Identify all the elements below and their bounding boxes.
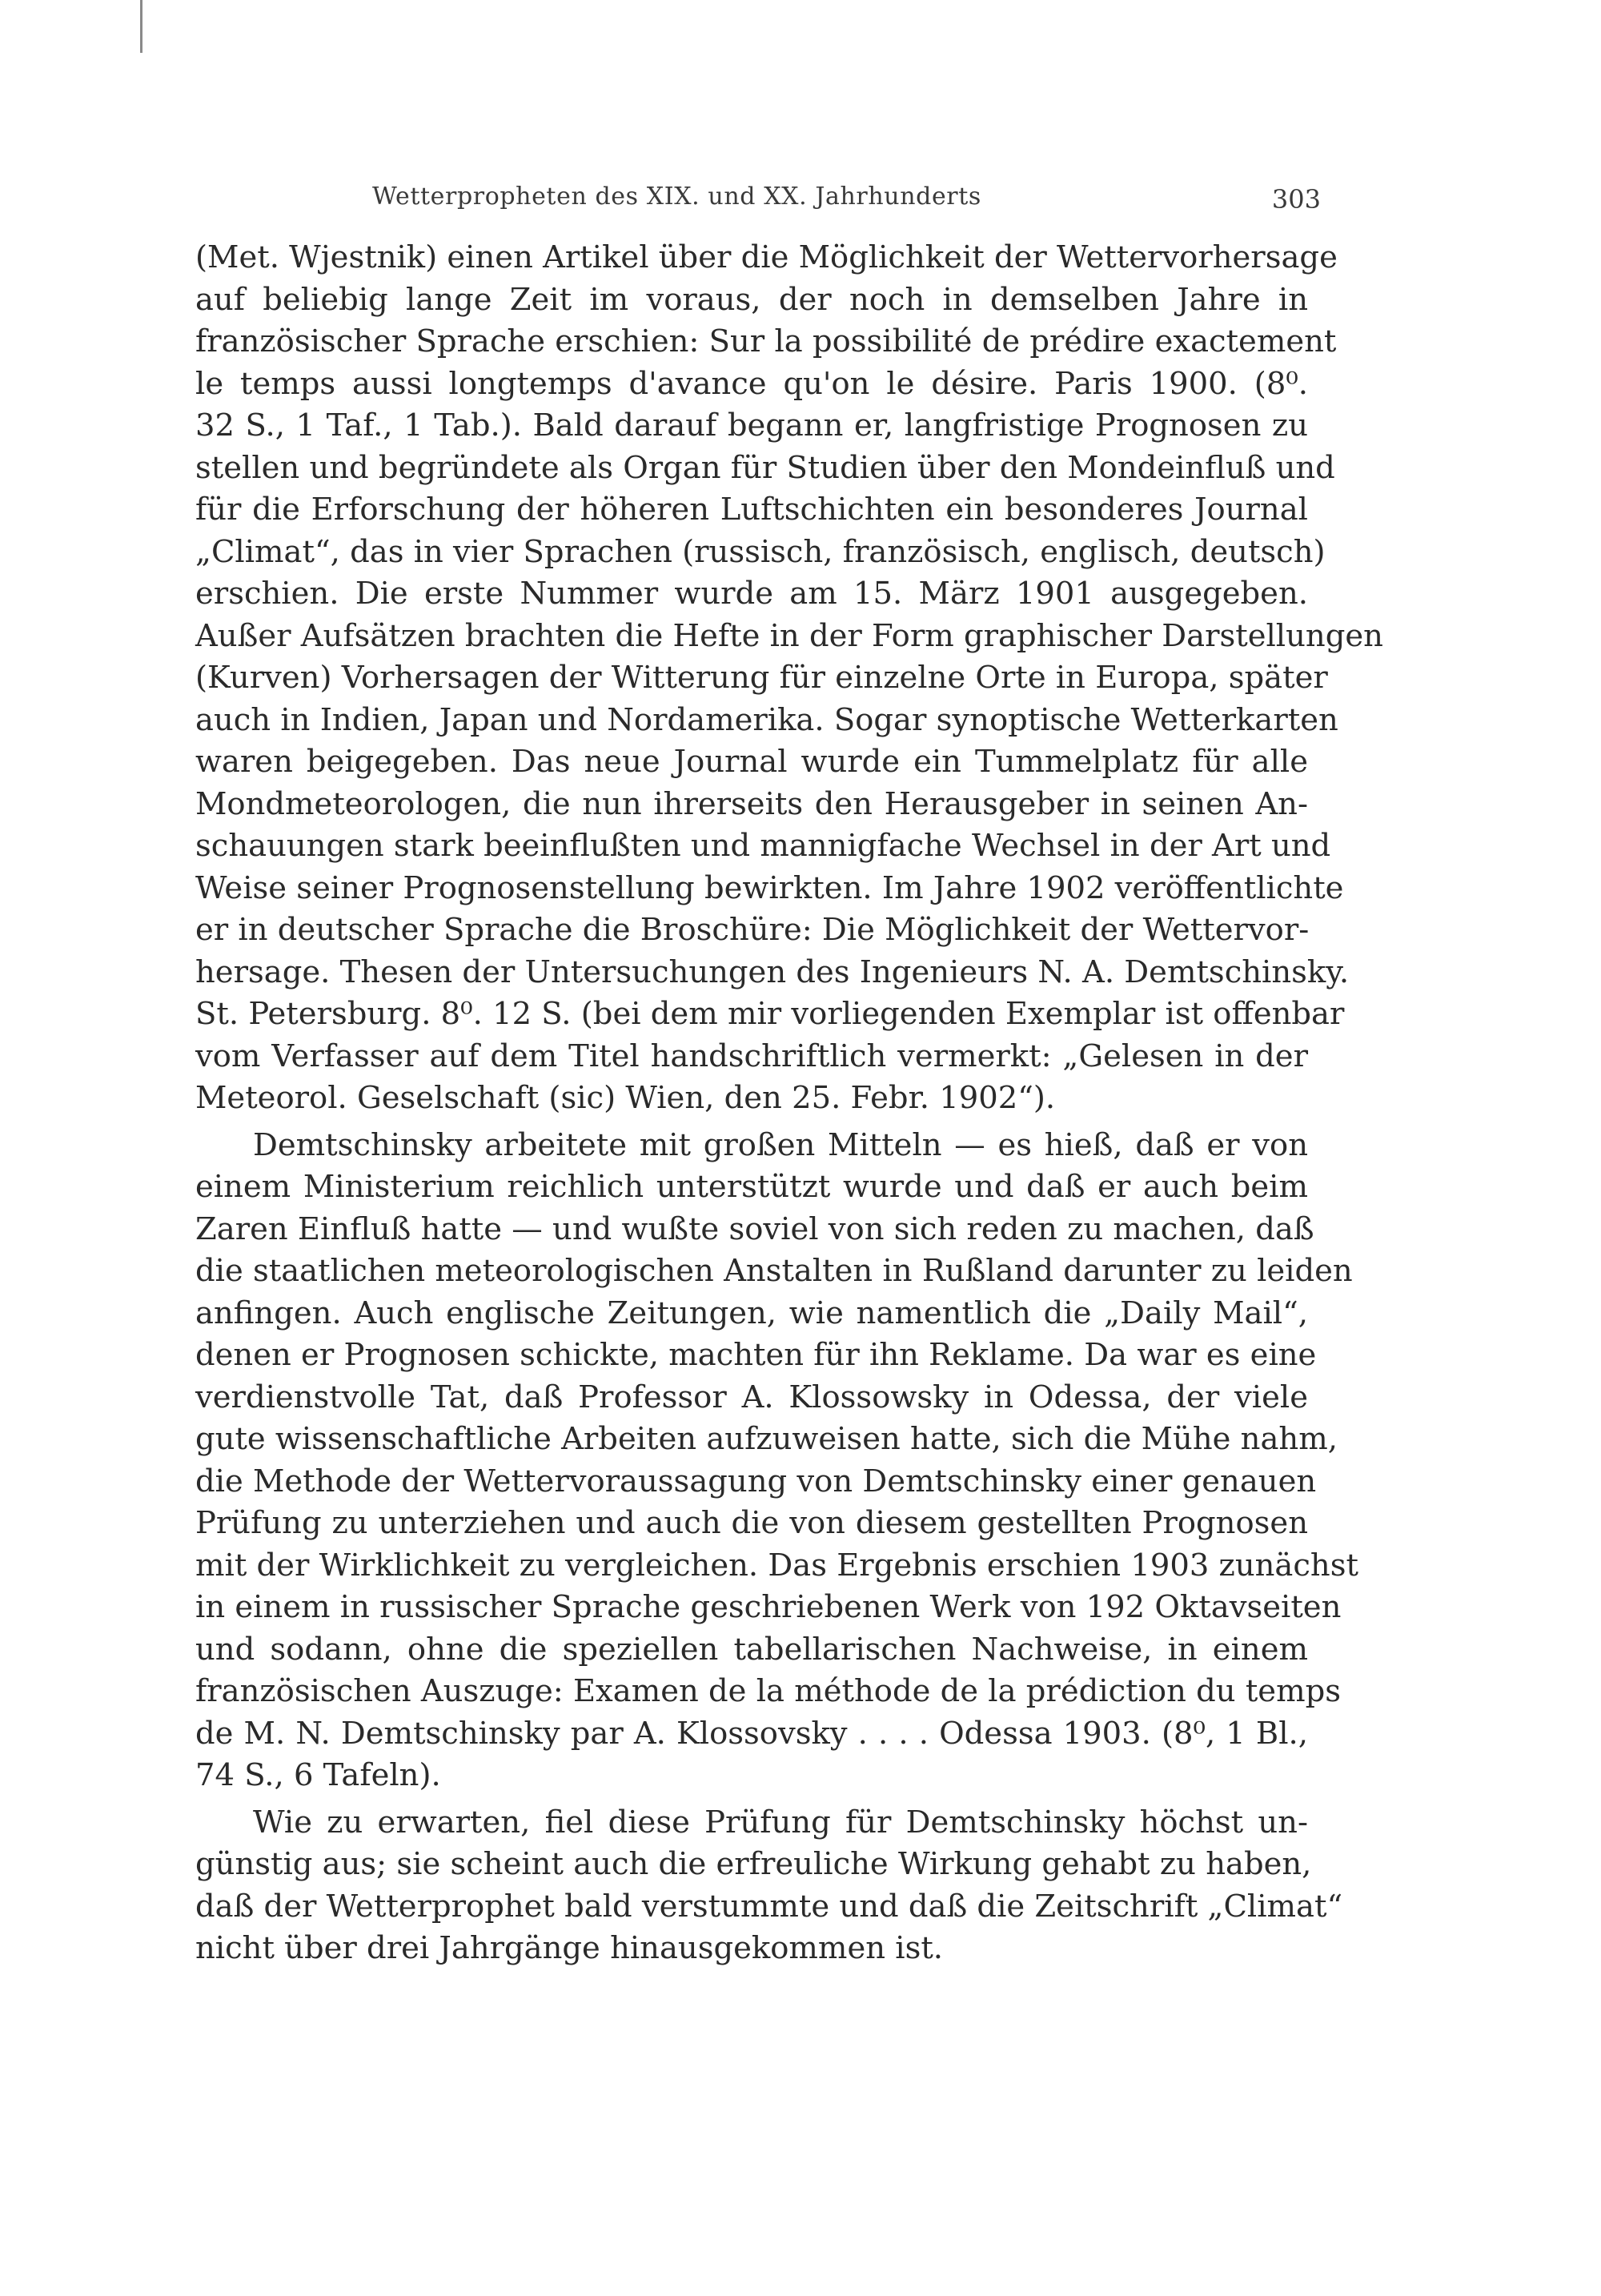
text-line: erschien. Die erste Nummer wurde am 15. März 1901 ausgegeben. xyxy=(195,576,1308,612)
text-line: französischen Auszuge: Examen de la méthode de la prédiction du temps xyxy=(195,1673,1341,1709)
paragraph xyxy=(195,1802,1343,1970)
text-line: Prüfung zu unterziehen und auch die von diesem gestellten Prognosen xyxy=(195,1505,1308,1541)
text-line: verdienstvolle Tat, daß Professor A. Klossowsky in Odessa, der viele xyxy=(195,1379,1308,1415)
text-line: die staatlichen meteorologischen Anstalten in Rußland darunter zu leiden xyxy=(195,1253,1353,1289)
text-line: und sodann, ohne die speziellen tabellarischen Nachweise, in einem xyxy=(195,1631,1308,1668)
text-line: Zaren Einfluß hatte — und wußte soviel von sich reden zu machen, daß xyxy=(195,1210,1314,1247)
text-line: (Met. Wjestnik) einen Artikel über die Möglichkeit der Wettervorhersage xyxy=(195,239,1338,275)
text-line: französischer Sprache erschien: Sur la possibilité de prédire exactement xyxy=(195,323,1337,359)
text-line: einem Ministerium reichlich unterstützt wurde und daß er auch beim xyxy=(195,1169,1308,1205)
text-line: le temps aussi longtemps d'avance qu'on le désire. Paris 1900. (8⁰. xyxy=(195,365,1308,402)
text-line: mit der Wirklichkeit zu vergleichen. Das Ergebnis erschien 1903 zunächst xyxy=(195,1547,1358,1584)
text-line: St. Petersburg. 8⁰. 12 S. (bei dem mir vorliegenden Exemplar ist offenbar xyxy=(195,996,1345,1032)
paragraph xyxy=(195,1125,1358,1797)
text-line: stellen und begründete als Organ für Studien über den Mondeinfluß und xyxy=(195,449,1335,486)
text-line: schauungen stark beeinflußten und mannigfache Wechsel in der Art und xyxy=(195,828,1331,864)
text-line: anfingen. Auch englische Zeitungen, wie namentlich die „Daily Mail“, xyxy=(195,1295,1308,1331)
text-line: 32 S., 1 Taf., 1 Tab.). Bald darauf begann er, langfristige Prognosen zu xyxy=(195,407,1308,444)
text-line: Außer Aufsätzen brachten die Hefte in der Form graphischer Darstellungen xyxy=(195,617,1383,654)
running-head-title: Wetterpropheten des XIX. und XX. Jahrhunderts xyxy=(372,183,981,211)
text-line: vom Verfasser auf dem Titel handschriftlich vermerkt: „Gelesen in der xyxy=(195,1038,1308,1074)
text-line: in einem in russischer Sprache geschriebenen Werk von 192 Oktavseiten xyxy=(195,1589,1342,1625)
page-number: 303 xyxy=(1271,184,1321,215)
text-line: (Kurven) Vorhersagen der Witterung für einzelne Orte in Europa, später xyxy=(195,660,1328,696)
body-text xyxy=(195,237,1383,1970)
text-line: gute wissenschaftliche Arbeiten aufzuweisen hatte, sich die Mühe nahm, xyxy=(195,1421,1338,1457)
text-line: auf beliebig lange Zeit im voraus, der noch in demselben Jahre in xyxy=(195,281,1308,318)
text-line: 74 S., 6 Tafeln). xyxy=(195,1757,441,1793)
text-line: „Climat“, das in vier Sprachen (russisch, französisch, englisch, deutsch) xyxy=(195,533,1326,570)
text-line: die Methode der Wettervoraussagung von Demtschinsky einer genauen xyxy=(195,1463,1317,1499)
paragraph xyxy=(195,237,1383,1120)
text-line: Weise seiner Prognosenstellung bewirkten. Im Jahre 1902 veröffentlichte xyxy=(195,869,1344,906)
text-line: waren beigegeben. Das neue Journal wurde ein Tummelplatz für alle xyxy=(195,744,1308,780)
text-line: für die Erforschung der höheren Luftschichten ein besonderes Journal xyxy=(195,492,1308,528)
scan-margin-mark xyxy=(140,0,142,53)
text-line: er in deutscher Sprache die Broschüre: Die Möglichkeit der Wettervor- xyxy=(195,912,1310,948)
text-line: nicht über drei Jahrgänge hinausgekommen ist. xyxy=(195,1930,944,1966)
text-line: de M. N. Demtschinsky par A. Klossovsky . . . . Odessa 1903. (8⁰, 1 Bl., xyxy=(195,1715,1308,1752)
text-line: denen er Prognosen schickte, machten für ihn Reklame. Da war es eine xyxy=(195,1337,1317,1373)
running-head xyxy=(192,183,1329,215)
text-line: Mondmeteorologen, die nun ihrerseits den Herausgeber in seinen An- xyxy=(195,785,1308,822)
text-line: Wie zu erwarten, fiel diese Prüfung für Demtschinsky höchst un- xyxy=(253,1804,1308,1840)
text-line: Demtschinsky arbeitete mit großen Mitteln — es hieß, daß er von xyxy=(253,1126,1308,1163)
text-line: Meteorol. Geselschaft (sic) Wien, den 25. Febr. 1902“). xyxy=(195,1080,1056,1116)
text-line: hersage. Thesen der Untersuchungen des Ingenieurs N. A. Demtschinsky. xyxy=(195,953,1350,990)
text-line: günstig aus; sie scheint auch die erfreuliche Wirkung gehabt zu haben, xyxy=(195,1846,1312,1882)
text-line: daß der Wetterprophet bald verstummte und daß die Zeitschrift „Climat“ xyxy=(195,1888,1343,1925)
text-line: auch in Indien, Japan und Nordamerika. Sogar synoptische Wetterkarten xyxy=(195,701,1338,738)
